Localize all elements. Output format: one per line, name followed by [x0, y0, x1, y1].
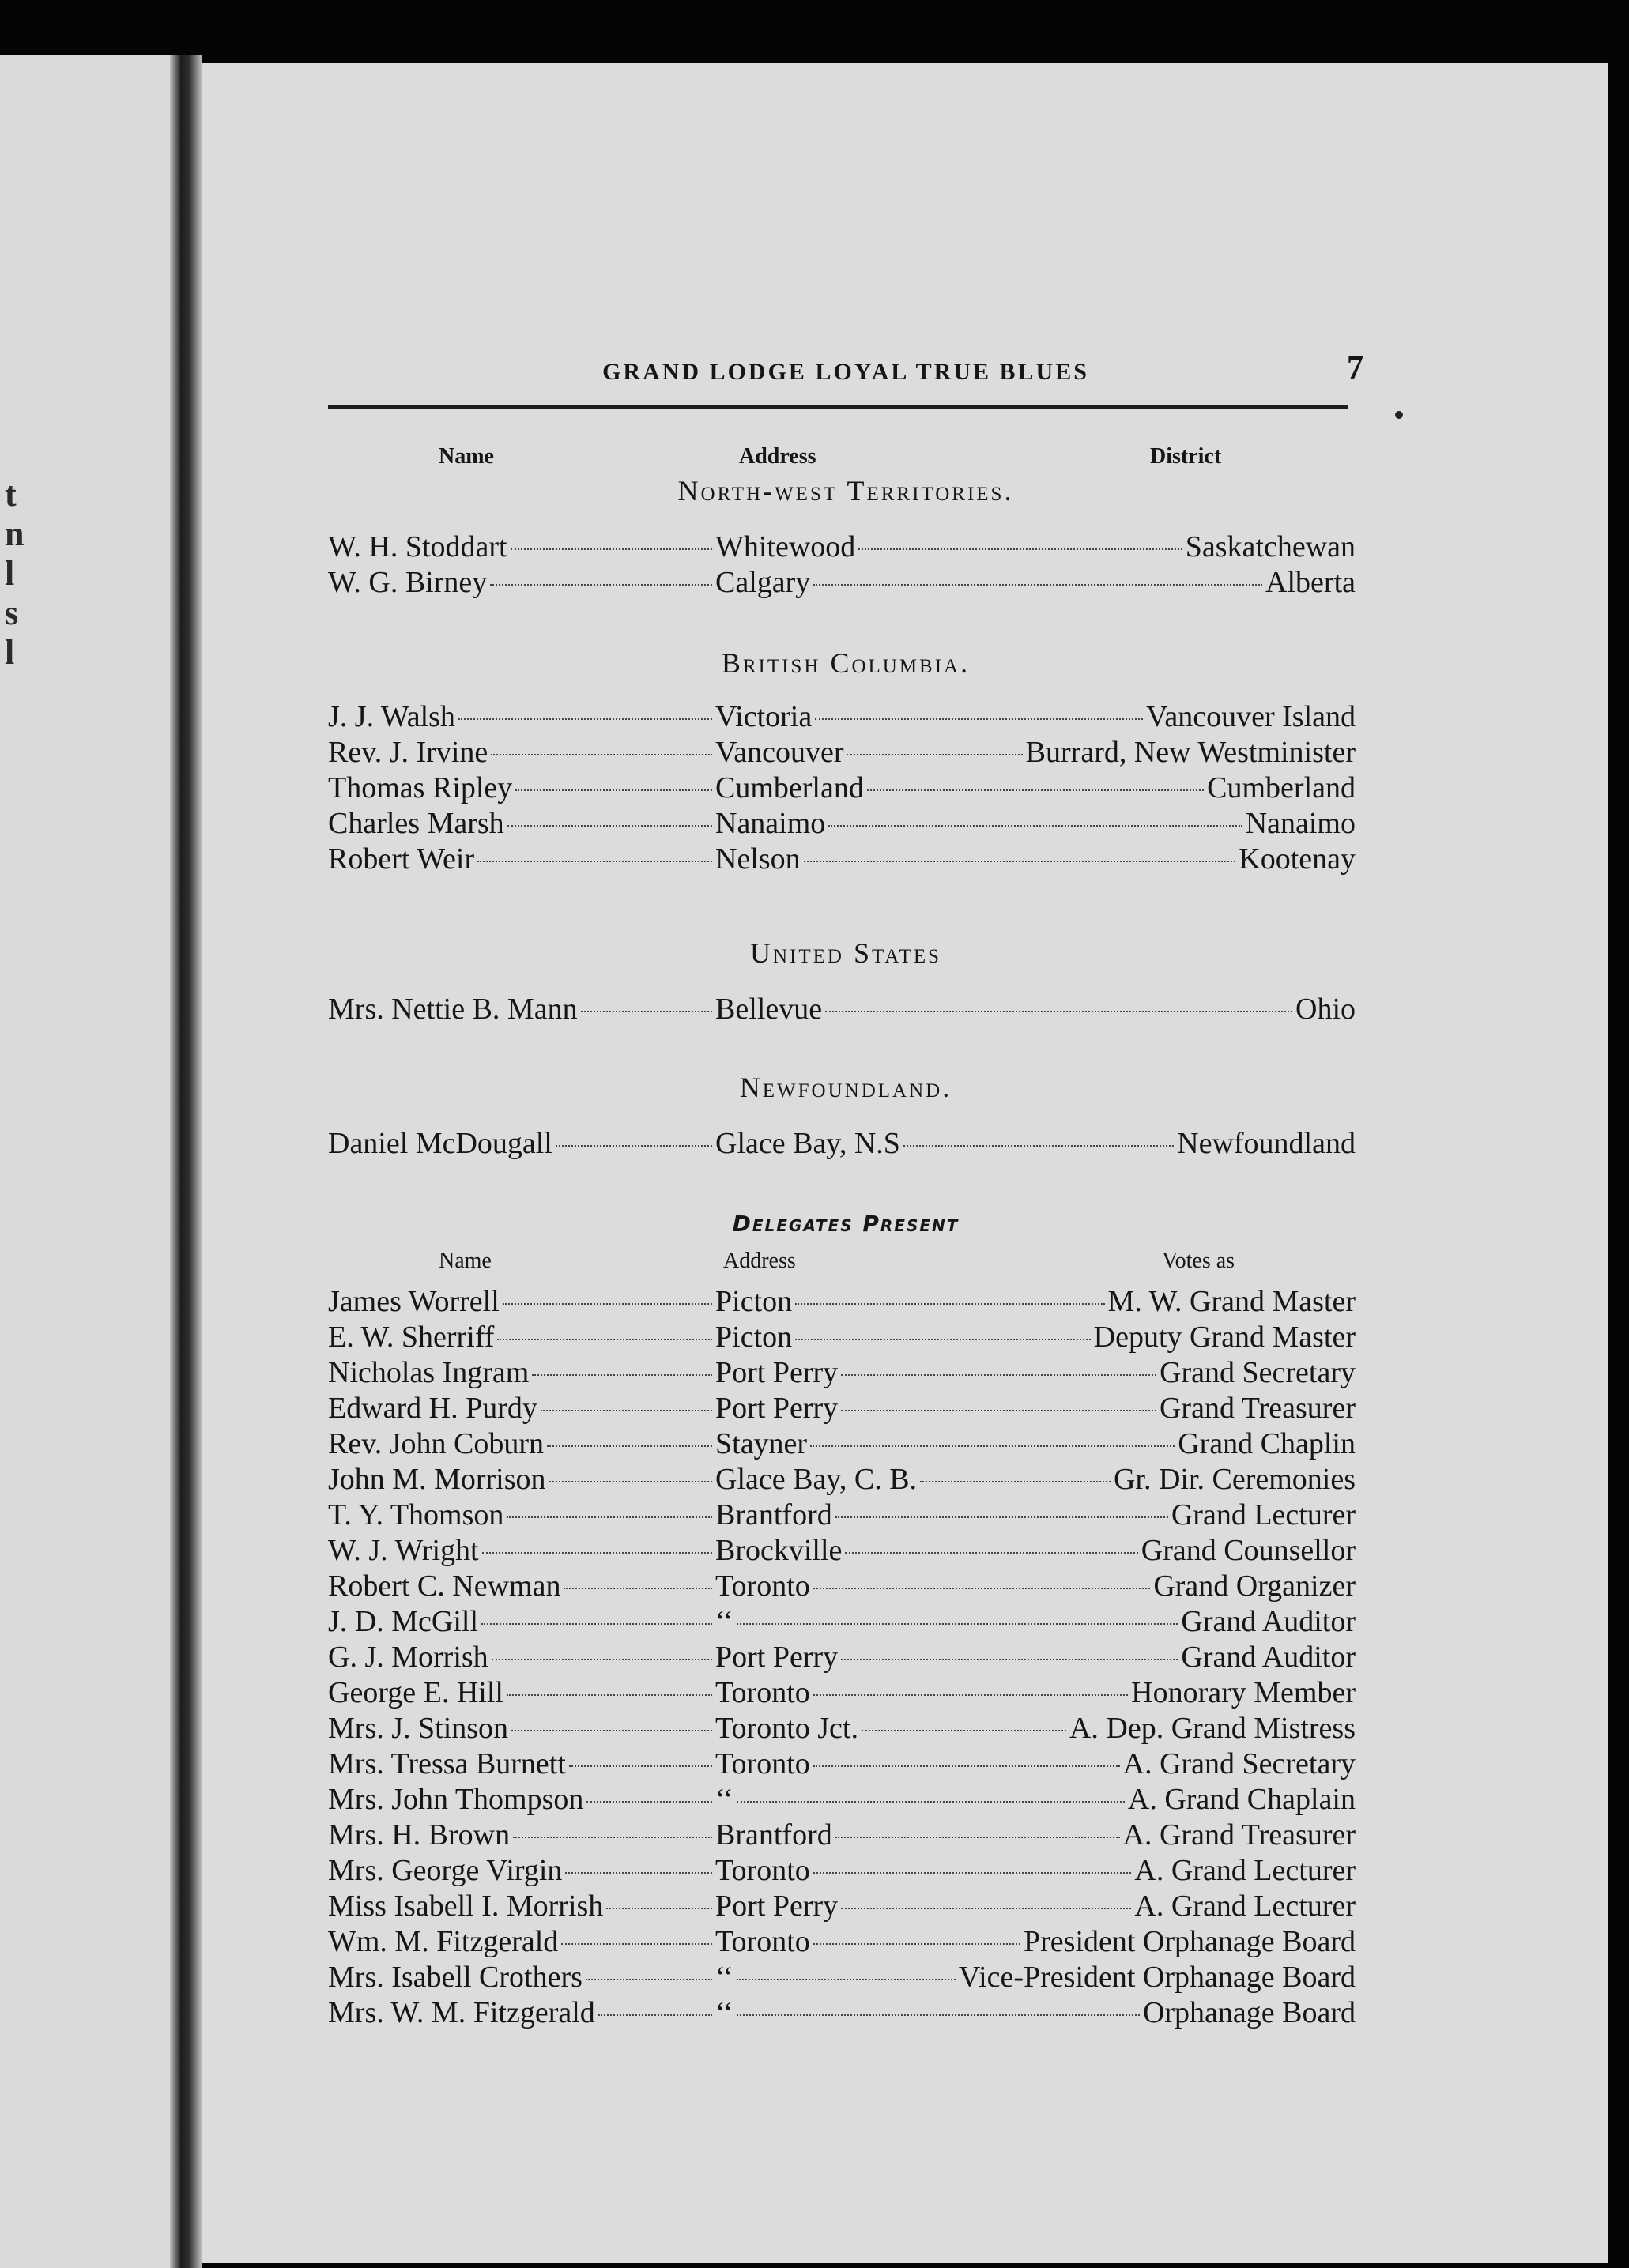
dot-leader: [458, 718, 712, 720]
dot-leader: [541, 1410, 712, 1411]
dot-leader: [490, 584, 712, 586]
dot-leader: [795, 1303, 1104, 1305]
delegate-name: W. J. Wright: [328, 1534, 479, 1567]
delegate-votes-as: M. W. Grand Master: [1107, 1285, 1356, 1318]
dot-leader: [481, 1623, 712, 1625]
dot-leader: [606, 1908, 712, 1909]
member-name: Rev. J. Irvine: [328, 736, 488, 769]
delegate-name: Mrs. John Thompson: [328, 1783, 584, 1816]
member-district: Alberta: [1265, 566, 1356, 599]
section-rows: [328, 992, 1356, 1027]
running-head-title: GRAND LODGE LOYAL TRUE BLUES: [602, 359, 1089, 385]
dot-leader: [810, 1445, 1175, 1447]
delegate-name: Mrs. Isabell Crothers: [328, 1961, 583, 1994]
dot-leader: [804, 861, 1236, 862]
delegate-name: Mrs. H. Brown: [328, 1818, 511, 1852]
dot-leader: [497, 1339, 712, 1340]
delegate-name: T. Y. Thomson: [328, 1498, 504, 1531]
member-address: Bellevue: [715, 993, 823, 1026]
delegate-votes-as: A. Grand Treasurer: [1122, 1818, 1356, 1852]
table-row: [328, 699, 1356, 735]
member-address: Glace Bay, N.S: [715, 1127, 900, 1160]
dot-leader: [503, 1303, 712, 1305]
facing-page-fragment: t: [5, 475, 17, 514]
table-row: [328, 1853, 1356, 1889]
dot-leader: [813, 1872, 1132, 1874]
delegate-address: Toronto: [715, 1569, 810, 1603]
dot-leader: [737, 1979, 956, 1980]
member-name: Thomas Ripley: [328, 771, 513, 804]
member-name: W. H. Stoddart: [328, 530, 507, 563]
column-headers: [328, 444, 1363, 476]
member-address: Whitewood: [715, 530, 856, 563]
dot-leader: [737, 1801, 1125, 1803]
delegate-votes-as: Gr. Dir. Ceremonies: [1113, 1463, 1356, 1496]
member-address: Calgary: [715, 566, 811, 599]
dot-leader: [561, 1943, 712, 1945]
dot-leader: [795, 1339, 1091, 1340]
member-district: Vancouver Island: [1146, 700, 1356, 733]
dot-leader: [507, 825, 712, 827]
dot-leader: [547, 1445, 712, 1447]
dot-leader: [477, 861, 712, 862]
dot-leader: [569, 1765, 712, 1767]
delegate-votes-as: President Orphanage Board: [1024, 1925, 1356, 1958]
delegate-name: Mrs. W. M. Fitzgerald: [328, 1996, 595, 2029]
delegate-column-headers: [328, 1249, 1363, 1280]
table-row: [328, 529, 1356, 565]
table-row: [328, 735, 1356, 770]
delegate-address: Toronto: [715, 1747, 810, 1780]
facing-page-fragment: s: [5, 593, 19, 632]
dot-leader: [492, 1659, 712, 1660]
delegate-address: ‘‘: [715, 1961, 733, 1994]
member-name: Mrs. Nettie B. Mann: [328, 993, 578, 1026]
delegate-votes-as: Grand Auditor: [1181, 1641, 1356, 1674]
dot-leader: [737, 1623, 1178, 1625]
table-row: [328, 770, 1356, 806]
dot-leader: [813, 1943, 1020, 1945]
dot-leader: [841, 1374, 1156, 1376]
dot-leader: [813, 1694, 1128, 1696]
facing-page-fragment: n: [5, 514, 25, 553]
table-row: [328, 1640, 1356, 1675]
delegate-name: Mrs. J. Stinson: [328, 1712, 509, 1745]
dot-leader: [507, 1694, 712, 1696]
table-row: [328, 1675, 1356, 1711]
dot-leader: [813, 1588, 1151, 1589]
delegate-votes-as: Orphanage Board: [1142, 1996, 1356, 2029]
delegate-name: Nicholas Ingram: [328, 1356, 530, 1389]
member-district: Burrard, New Westminister: [1025, 736, 1356, 769]
delegate-name: Mrs. George Virgin: [328, 1854, 563, 1887]
member-district: Saskatchewan: [1185, 530, 1356, 563]
delegate-address: Port Perry: [715, 1889, 839, 1923]
delegate-address: Toronto Jct.: [715, 1712, 858, 1745]
member-name: Charles Marsh: [328, 807, 504, 840]
delegate-votes-as: Grand Auditor: [1181, 1605, 1356, 1638]
delegate-name: James Worrell: [328, 1285, 500, 1318]
member-district: Kootenay: [1239, 842, 1356, 876]
section-title: United States: [750, 937, 941, 969]
delegate-address: Toronto: [715, 1854, 810, 1887]
dot-leader: [847, 754, 1022, 755]
table-row: [328, 1284, 1356, 1320]
delegate-votes-as: A. Dep. Grand Mistress: [1069, 1712, 1356, 1745]
member-district: Nanaimo: [1245, 807, 1356, 840]
delegate-address: ‘‘: [715, 1605, 733, 1638]
delegate-name: Robert C. Newman: [328, 1569, 561, 1603]
dot-leader: [858, 548, 1182, 550]
member-district: Ohio: [1295, 993, 1356, 1026]
delegate-name: Rev. John Coburn: [328, 1427, 545, 1460]
member-address: Nelson: [715, 842, 801, 876]
delegate-address: ‘‘: [715, 1996, 733, 2029]
dot-leader: [515, 789, 712, 791]
member-district: Newfoundland: [1177, 1127, 1356, 1160]
delegate-name: John M. Morrison: [328, 1463, 546, 1496]
delegate-votes-as: Grand Lecturer: [1171, 1498, 1356, 1531]
table-row: [328, 1960, 1356, 1995]
table-row: [328, 992, 1356, 1027]
table-row: [328, 1782, 1356, 1818]
section-title: British Columbia.: [721, 647, 971, 679]
delegate-address: ‘‘: [715, 1783, 733, 1816]
dot-leader: [737, 2014, 1140, 2016]
delegate-address: Brantford: [715, 1818, 832, 1852]
column-header-address: Address: [723, 1249, 796, 1273]
table-row: [328, 1711, 1356, 1746]
dot-leader: [828, 825, 1242, 827]
delegate-name: G. J. Morrish: [328, 1641, 488, 1674]
delegate-rows: [328, 1284, 1356, 2031]
ink-speck: [1395, 411, 1403, 419]
column-header-address: Address: [739, 444, 816, 469]
delegate-votes-as: Grand Organizer: [1153, 1569, 1356, 1603]
dot-leader: [511, 1730, 712, 1731]
column-header-name: Name: [439, 444, 494, 469]
dot-leader: [586, 1979, 712, 1980]
table-row: [328, 1391, 1356, 1426]
dot-leader: [920, 1481, 1111, 1482]
dot-leader: [565, 1872, 712, 1874]
delegate-address: Picton: [715, 1285, 793, 1318]
delegates-title: Delegates Present: [732, 1211, 960, 1237]
facing-page-fragment: l: [5, 554, 15, 593]
delegate-address: Brantford: [715, 1498, 832, 1531]
delegate-name: Miss Isabell I. Morrish: [328, 1889, 604, 1923]
table-row: [328, 1818, 1356, 1853]
member-name: Robert Weir: [328, 842, 475, 876]
book-page: [202, 63, 1608, 2263]
table-row: [328, 1746, 1356, 1782]
dot-leader: [867, 789, 1204, 791]
dot-leader: [903, 1145, 1174, 1147]
delegate-name: Mrs. Tressa Burnett: [328, 1747, 566, 1780]
dot-leader: [581, 1011, 712, 1012]
section-rows: [328, 1126, 1356, 1162]
dot-leader: [556, 1145, 712, 1147]
member-address: Victoria: [715, 700, 813, 733]
page-number: 7: [1347, 350, 1363, 386]
delegate-votes-as: Honorary Member: [1131, 1676, 1356, 1709]
delegate-address: Port Perry: [715, 1641, 839, 1674]
member-name: J. J. Walsh: [328, 700, 455, 733]
book-gutter: [170, 55, 202, 2268]
table-row: [328, 1569, 1356, 1604]
delegate-votes-as: A. Grand Secretary: [1122, 1747, 1356, 1780]
table-row: [328, 1126, 1356, 1162]
dot-leader: [564, 1588, 712, 1589]
delegate-address: Toronto: [715, 1925, 810, 1958]
delegate-address: Glace Bay, C. B.: [715, 1463, 918, 1496]
dot-leader: [549, 1481, 712, 1482]
dot-leader: [841, 1659, 1178, 1660]
dot-leader: [482, 1552, 712, 1554]
dot-leader: [815, 718, 1143, 720]
table-row: [328, 1462, 1356, 1498]
column-header-votes: Votes as: [1162, 1249, 1235, 1273]
running-head: [328, 349, 1363, 397]
delegate-votes-as: A. Grand Chaplain: [1127, 1783, 1356, 1816]
dot-leader: [835, 1516, 1168, 1518]
table-row: [328, 565, 1356, 601]
dot-leader: [511, 548, 712, 550]
delegate-votes-as: Vice-President Orphanage Board: [958, 1961, 1356, 1994]
delegate-name: J. D. McGill: [328, 1605, 478, 1638]
section-title: North-west Territories.: [677, 475, 1014, 507]
member-name: Daniel McDougall: [328, 1127, 552, 1160]
delegate-address: Toronto: [715, 1676, 810, 1709]
dot-leader: [845, 1552, 1137, 1554]
dot-leader: [825, 1011, 1292, 1012]
table-row: [328, 1498, 1356, 1533]
delegate-votes-as: A. Grand Lecturer: [1134, 1889, 1356, 1923]
table-row: [328, 1924, 1356, 1960]
delegate-votes-as: Grand Chaplin: [1178, 1427, 1356, 1460]
column-header-district: District: [1150, 444, 1222, 469]
table-row: [328, 1320, 1356, 1355]
dot-leader: [813, 584, 1262, 586]
dot-leader: [507, 1516, 712, 1518]
column-header-name: Name: [439, 1249, 492, 1273]
delegate-address: Port Perry: [715, 1392, 839, 1425]
delegate-votes-as: Deputy Grand Master: [1093, 1320, 1356, 1354]
member-address: Cumberland: [715, 771, 864, 804]
table-row: [328, 1426, 1356, 1462]
delegate-votes-as: A. Grand Lecturer: [1134, 1854, 1356, 1887]
dot-leader: [491, 754, 712, 755]
table-row: [328, 1995, 1356, 2031]
facing-page-fragment: l: [5, 633, 15, 672]
delegate-name: Wm. M. Fitzgerald: [328, 1925, 559, 1958]
section-rows: [328, 529, 1356, 601]
member-name: W. G. Birney: [328, 566, 488, 599]
delegate-address: Brockville: [715, 1534, 843, 1567]
dot-leader: [532, 1374, 712, 1376]
table-row: [328, 1604, 1356, 1640]
delegate-name: George E. Hill: [328, 1676, 503, 1709]
section-rows: [328, 699, 1356, 877]
delegate-address: Picton: [715, 1320, 793, 1354]
dot-leader: [841, 1908, 1131, 1909]
facing-page: [0, 55, 194, 2268]
table-row: [328, 1533, 1356, 1569]
delegate-votes-as: Grand Counsellor: [1141, 1534, 1356, 1567]
header-rule: [328, 405, 1348, 409]
member-district: Cumberland: [1207, 771, 1356, 804]
table-row: [328, 1355, 1356, 1391]
table-row: [328, 1889, 1356, 1924]
dot-leader: [862, 1730, 1066, 1731]
member-address: Vancouver: [715, 736, 844, 769]
dot-leader: [841, 1410, 1156, 1411]
delegate-address: Port Perry: [715, 1356, 839, 1389]
dot-leader: [598, 2014, 712, 2016]
dot-leader: [586, 1801, 712, 1803]
delegate-address: Stayner: [715, 1427, 808, 1460]
dot-leader: [513, 1837, 712, 1838]
table-row: [328, 842, 1356, 877]
delegate-votes-as: Grand Treasurer: [1159, 1392, 1356, 1425]
delegate-name: E. W. Sherriff: [328, 1320, 495, 1354]
dot-leader: [835, 1837, 1120, 1838]
member-address: Nanaimo: [715, 807, 826, 840]
dot-leader: [813, 1765, 1120, 1767]
section-title: Newfoundland.: [739, 1072, 952, 1103]
table-row: [328, 806, 1356, 842]
delegate-votes-as: Grand Secretary: [1160, 1356, 1356, 1389]
delegate-name: Edward H. Purdy: [328, 1392, 537, 1425]
